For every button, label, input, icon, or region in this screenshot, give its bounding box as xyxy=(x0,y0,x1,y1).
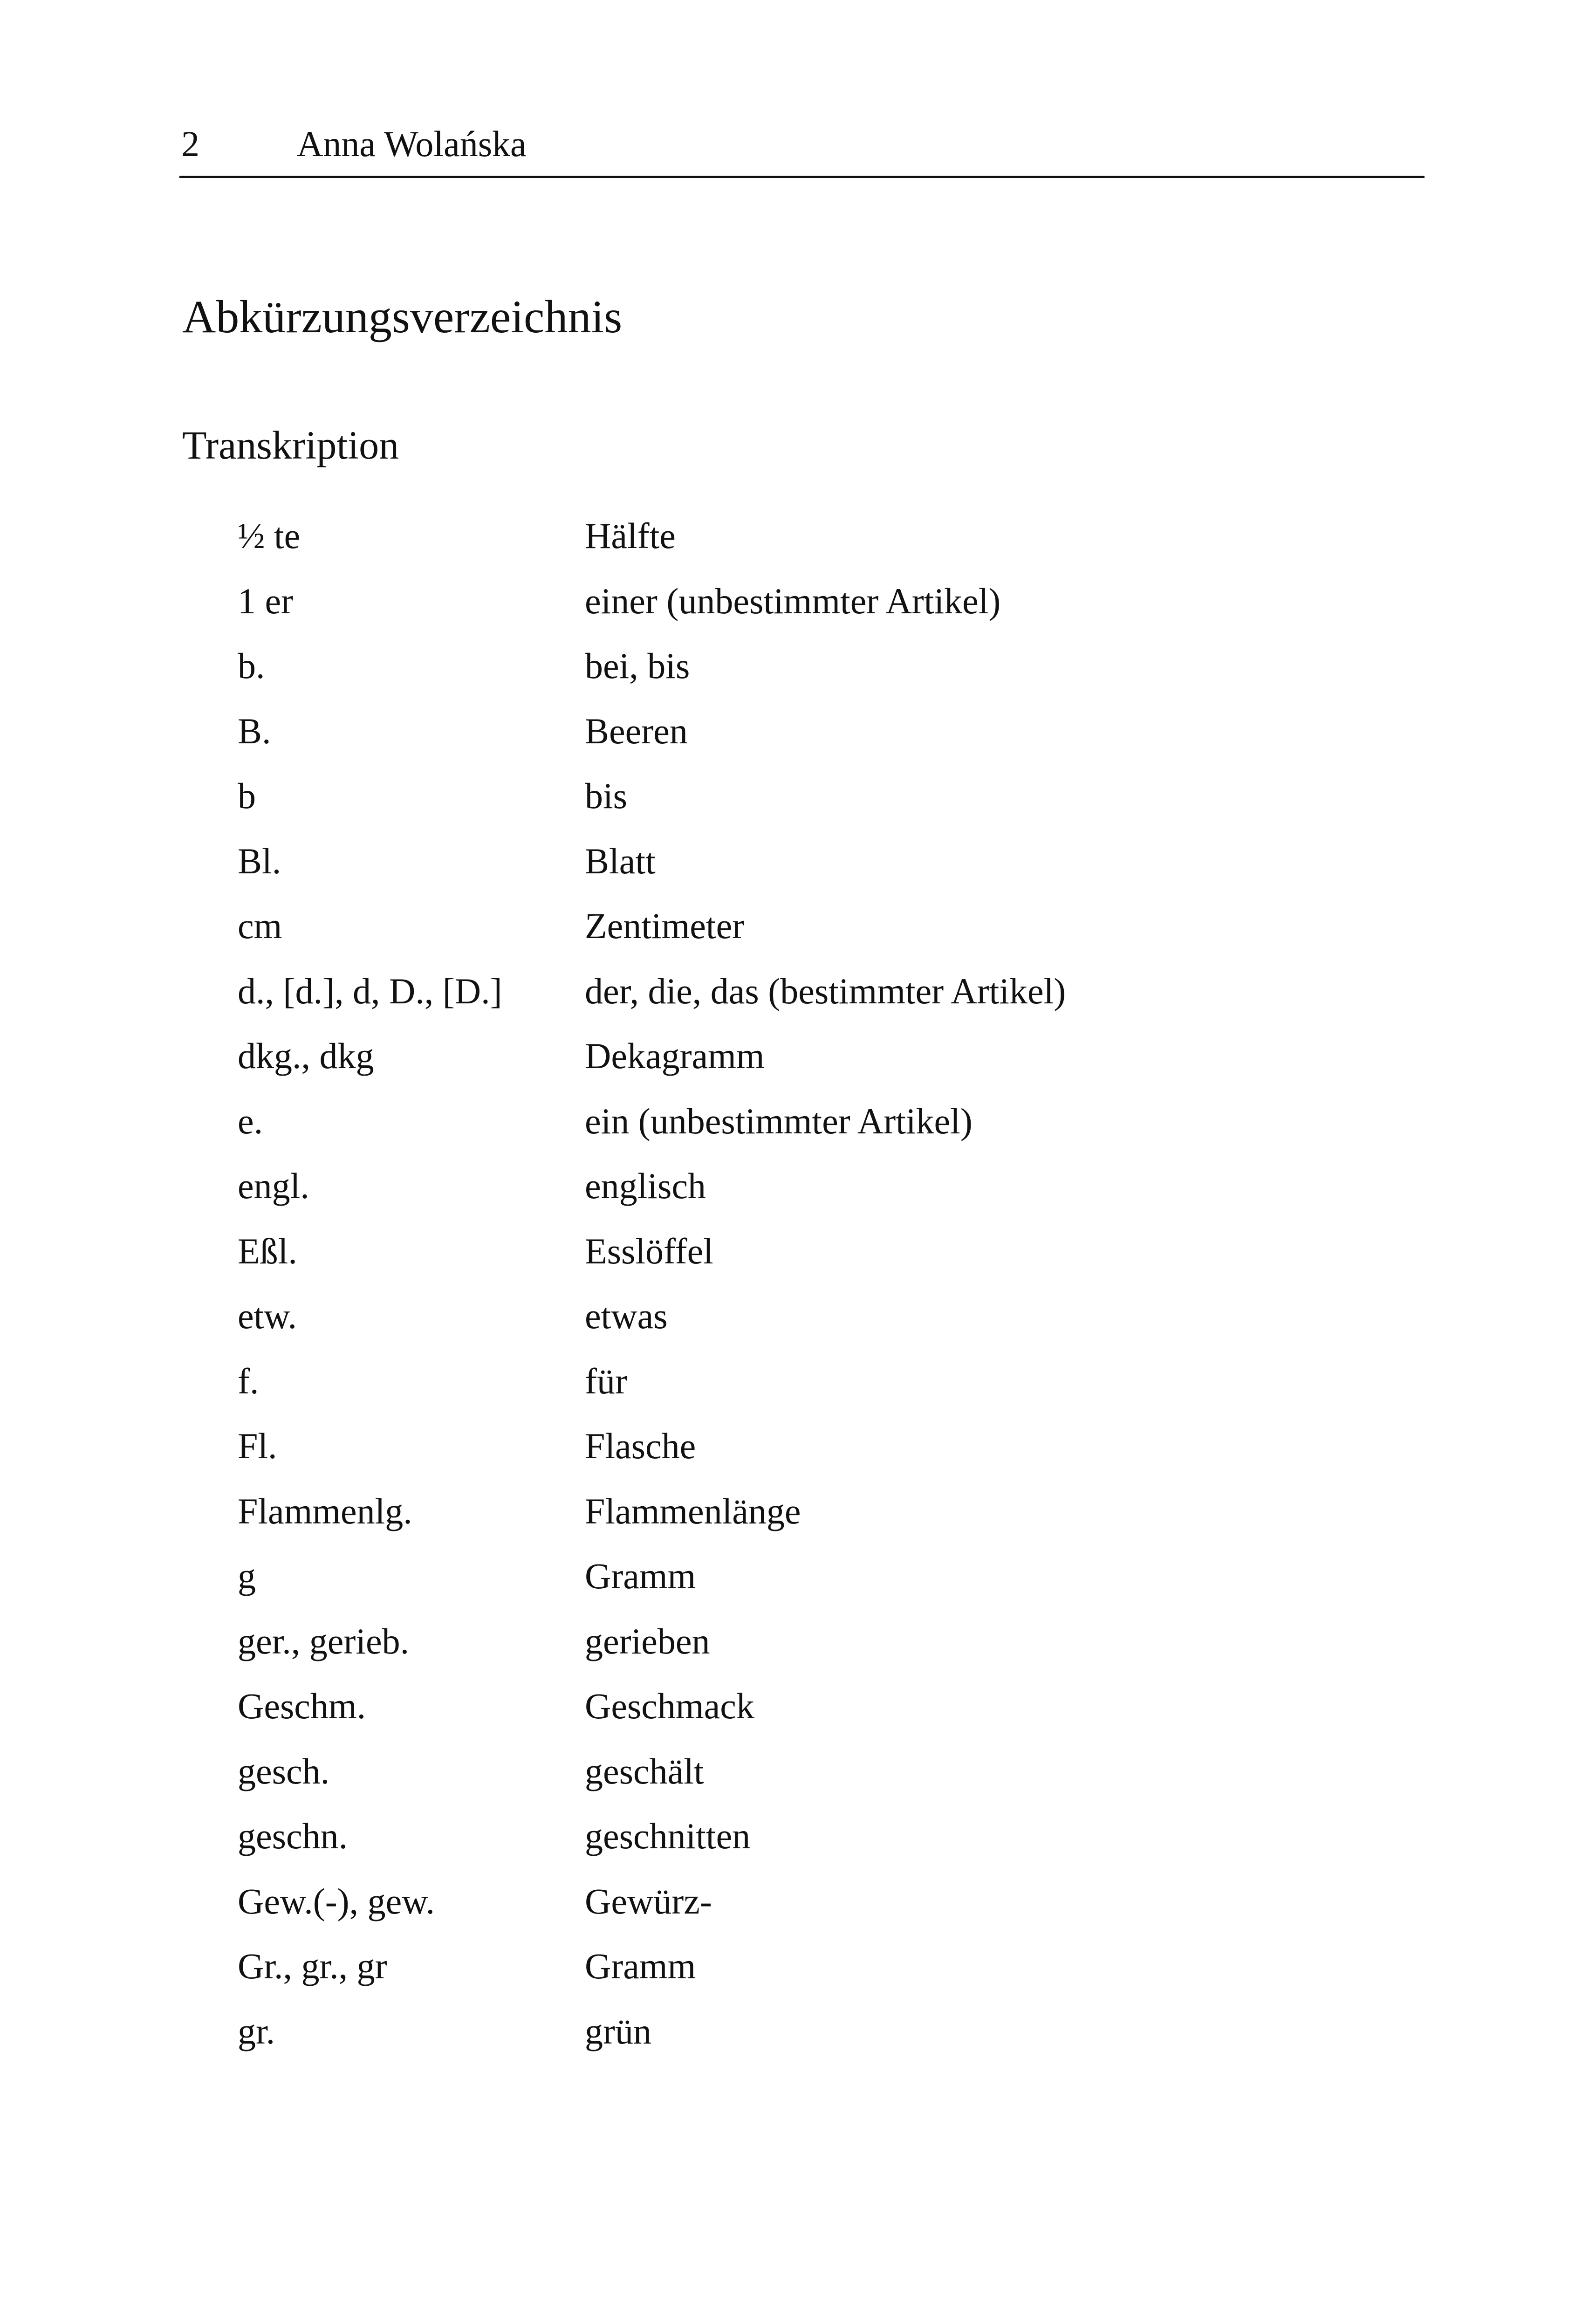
abbreviation-term: Fl. xyxy=(238,1426,277,1466)
abbreviation-row xyxy=(238,1283,1356,1349)
abbreviation-term: Eßl. xyxy=(238,1230,297,1271)
abbreviation-meaning: Dekagramm xyxy=(585,1036,765,1076)
abbreviation-meaning: Flammenlänge xyxy=(585,1490,801,1531)
abbreviation-row xyxy=(238,1153,1356,1219)
abbreviation-term: geschn. xyxy=(238,1816,348,1856)
abbreviation-meaning: bis xyxy=(585,775,628,816)
abbreviation-term: Geschm. xyxy=(238,1686,366,1726)
abbreviation-meaning: Hälfte xyxy=(585,515,676,556)
abbreviation-term: b. xyxy=(238,645,265,686)
abbreviation-row xyxy=(238,699,1356,764)
abbreviation-term: d., [d.], d, D., [D.] xyxy=(238,970,502,1011)
page-header xyxy=(179,117,1425,178)
abbreviation-meaning: Gramm xyxy=(585,1946,696,1986)
abbreviation-row xyxy=(238,1219,1356,1284)
abbreviation-term: Gr., gr., gr xyxy=(238,1946,387,1986)
abbreviation-row xyxy=(238,763,1356,829)
section-title: Transkription xyxy=(182,423,399,467)
abbreviation-row xyxy=(238,633,1356,699)
abbreviation-term: gesch. xyxy=(238,1750,330,1791)
abbreviation-row xyxy=(238,1739,1356,1804)
abbreviation-meaning: einer (unbestimmter Artikel) xyxy=(585,580,1001,621)
running-header-author: Anna Wolańska xyxy=(297,123,527,164)
abbreviation-row xyxy=(238,1674,1356,1739)
abbreviation-meaning: Blatt xyxy=(585,840,656,881)
page-title: Abkürzungsverzeichnis xyxy=(182,291,623,343)
abbreviation-row xyxy=(238,503,1356,569)
abbreviation-meaning: ein (unbestimmter Artikel) xyxy=(585,1100,973,1141)
abbreviation-meaning: geschnitten xyxy=(585,1816,751,1856)
abbreviation-row xyxy=(238,959,1356,1024)
abbreviation-term: cm xyxy=(238,906,282,946)
abbreviation-row xyxy=(238,1413,1356,1479)
abbreviation-term: B. xyxy=(238,710,271,751)
abbreviation-term: g xyxy=(238,1556,256,1596)
abbreviation-meaning: Geschmack xyxy=(585,1686,754,1726)
abbreviation-term: ½ te xyxy=(238,515,301,556)
abbreviation-meaning: für xyxy=(585,1360,627,1401)
abbreviation-meaning: Flasche xyxy=(585,1426,696,1466)
abbreviation-meaning: Beeren xyxy=(585,710,688,751)
abbreviation-row xyxy=(238,1869,1356,1934)
abbreviation-meaning: etwas xyxy=(585,1296,668,1336)
abbreviation-meaning: geschält xyxy=(585,1750,704,1791)
abbreviation-meaning: grün xyxy=(585,2010,651,2051)
abbreviation-term: dkg., dkg xyxy=(238,1036,374,1076)
abbreviation-meaning: Gramm xyxy=(585,1556,696,1596)
abbreviation-term: ger., gerieb. xyxy=(238,1620,410,1661)
abbreviation-row xyxy=(238,569,1356,634)
abbreviation-term: Flammenlg. xyxy=(238,1490,412,1531)
abbreviation-meaning: Zentimeter xyxy=(585,906,745,946)
abbreviation-list xyxy=(238,503,1356,2064)
abbreviation-term: b xyxy=(238,775,256,816)
abbreviation-meaning: englisch xyxy=(585,1166,706,1206)
abbreviation-row xyxy=(238,829,1356,894)
abbreviation-term: e. xyxy=(238,1100,263,1141)
page-number: 2 xyxy=(181,123,199,164)
abbreviation-term: engl. xyxy=(238,1166,309,1206)
abbreviation-row xyxy=(238,1544,1356,1609)
abbreviation-row xyxy=(238,1023,1356,1089)
abbreviation-row xyxy=(238,1804,1356,1869)
abbreviation-meaning: der, die, das (bestimmter Artikel) xyxy=(585,970,1066,1011)
abbreviation-term: 1 er xyxy=(238,580,294,621)
abbreviation-term: gr. xyxy=(238,2010,275,2051)
abbreviation-row xyxy=(238,893,1356,959)
abbreviation-meaning: bei, bis xyxy=(585,645,690,686)
abbreviation-row xyxy=(238,1089,1356,1154)
abbreviation-row xyxy=(238,1934,1356,1999)
abbreviation-meaning: Gewürz- xyxy=(585,1880,712,1921)
abbreviation-row xyxy=(238,1349,1356,1414)
abbreviation-meaning: Esslöffel xyxy=(585,1230,713,1271)
abbreviation-row xyxy=(238,1609,1356,1674)
abbreviation-row xyxy=(238,1479,1356,1544)
abbreviation-meaning: gerieben xyxy=(585,1620,710,1661)
abbreviation-term: etw. xyxy=(238,1296,297,1336)
abbreviation-term: f. xyxy=(238,1360,259,1401)
abbreviation-term: Bl. xyxy=(238,840,281,881)
abbreviation-term: Gew.(-), gew. xyxy=(238,1880,435,1921)
abbreviation-row xyxy=(238,1999,1356,2064)
